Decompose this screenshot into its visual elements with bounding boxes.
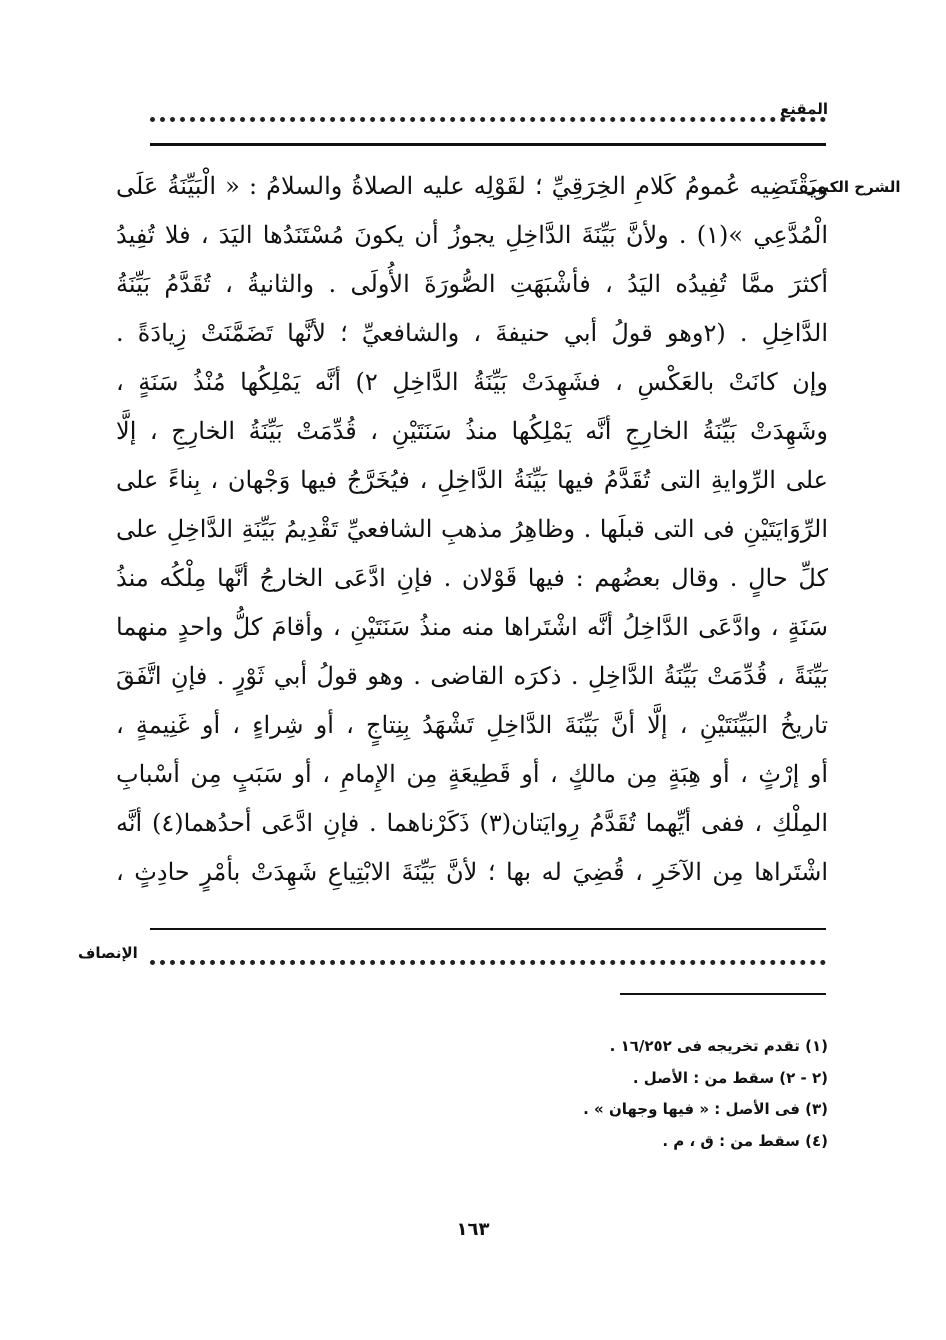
text-line: اشْتَراها مِن الآخَرِ ، قُضِيَ له بها ؛ لأنَّ بَيِّنَةَ الابْتِياعِ شَهِدَتْ بأمْرٍ حادِثٍ ، [116,858,828,886]
side-title-sharh-kabir: الشرح الكبير [808,178,901,196]
footnote: (١) تقدم تخريجه فى ١٦/٢٥٢ . [609,1037,828,1055]
footnote: (٣) فى الأصل : « فيها وجهان » . [583,1100,828,1118]
text-line: وإن كانَتْ بالعَكْسِ ، فشَهِدَتْ بَيِّنَةُ الدَّاخِلِ ٢) أنَّه يَمْلِكُها مُنْذُ سَنَةٍ ، [116,368,828,396]
text-line: ويَقْتَضِيه عُمومُ كَلامِ الخِرَقِيِّ ؛ لقَوْلِه عليه الصلاةُ والسلامُ : « الْبَيِّنَةُ عَلَى [116,172,828,200]
header-rule [150,143,826,146]
text-line: تاريخُ البَيِّنَتَيْنِ ، إلَّا أنَّ بَيِّنَةَ الدَّاخِلِ تَشْهَدُ بِنِتاجٍ ، أو شِراءٍ ، أو غَنِيمةٍ ، [116,711,828,739]
text-line: وشَهِدَتْ بَيِّنَةُ الخارِجِ أنَّه يَمْلِكُها منذُ سَنَتَيْنِ ، قُدِّمَتْ بَيِّنَةُ الخارِجِ ، إلَّا [116,417,828,445]
text-line: أو إرْثٍ ، أو هِبَةٍ مِن مالكٍ ، أو قَطِيعَةٍ مِن الإِمامِ ، أو سَبَبٍ مِن أسْبابِ [116,760,828,788]
text-line: المِلْكِ ، ففى أيِّهما تُقَدَّمُ رِوايَتان(٣) ذَكَرْناهما . فإنِ ادَّعَى أحدُهما(٤) أنَّه [116,809,828,837]
text-line: الدَّاخِلِ . (٢وهو قولُ أبي حنيفةَ ، والشافعيِّ ؛ لأنَّها تَضَمَّنَتْ زِيادَةً . [116,319,828,347]
footnote: (٤) سقط من : ق ، م . [662,1132,828,1150]
lower-dotted-rule [150,960,826,965]
lower-rule [150,928,826,930]
text-line: أكثرَ ممَّا تُفِيدُه اليَدُ ، فأشْبَهَتِ الصُّورَةَ الأُولَى . والثانيةُ ، تُقَدَّمُ بَيِّنَةُ [116,270,828,298]
text-line: كلِّ حالٍ . وقال بعضُهم : فيها قَوْلان . فإنِ ادَّعَى الخارجُ أنَّها مِلْكُه منذُ [116,564,828,592]
side-title-insaf: الإنصاف [78,944,138,962]
text-line: الرِّوَايَتَيْنِ فى التى قبلَها . وظاهِرُ مذهبِ الشافعيِّ تَقْدِيمُ بَيِّنَةِ الدَّاخِلِ على [116,515,828,543]
header-title-muqni: المقنع [780,100,828,118]
text-line: على الرِّوايةِ التى تُقَدَّمُ فيها بَيِّنَةُ الدَّاخِلِ ، فيُخَرَّجُ فيها وَجْهان ، بِناءً على [116,466,828,494]
text-line: سَنَةٍ ، وادَّعَى الدَّاخِلُ أنَّه اشْتَراها منه منذُ سَنَتَيْنِ ، وأقامَ كلُّ واحدٍ منهما [116,613,828,641]
text-line: الْمُدَّعِي »(١) . ولأنَّ بَيِّنَةَ الدَّاخِلِ يجوزُ أن يكونَ مُسْتَنَدُها اليَدَ ، فلا تُفِيدُ [116,221,828,249]
footnote-separator [620,993,826,995]
footnote: (٢ - ٢) سقط من : الأصل . [632,1069,828,1087]
page-number: ١٦٣ [456,1219,490,1240]
text-line: بَيِّنَةً ، قُدِّمَتْ بَيِّنَةُ الدَّاخِلِ . ذكرَه القاضى . وهو قولُ أبي ثَوْرٍ . فإنِ اتَّفَقَ [116,662,828,690]
header-dotted-rule [150,117,826,122]
